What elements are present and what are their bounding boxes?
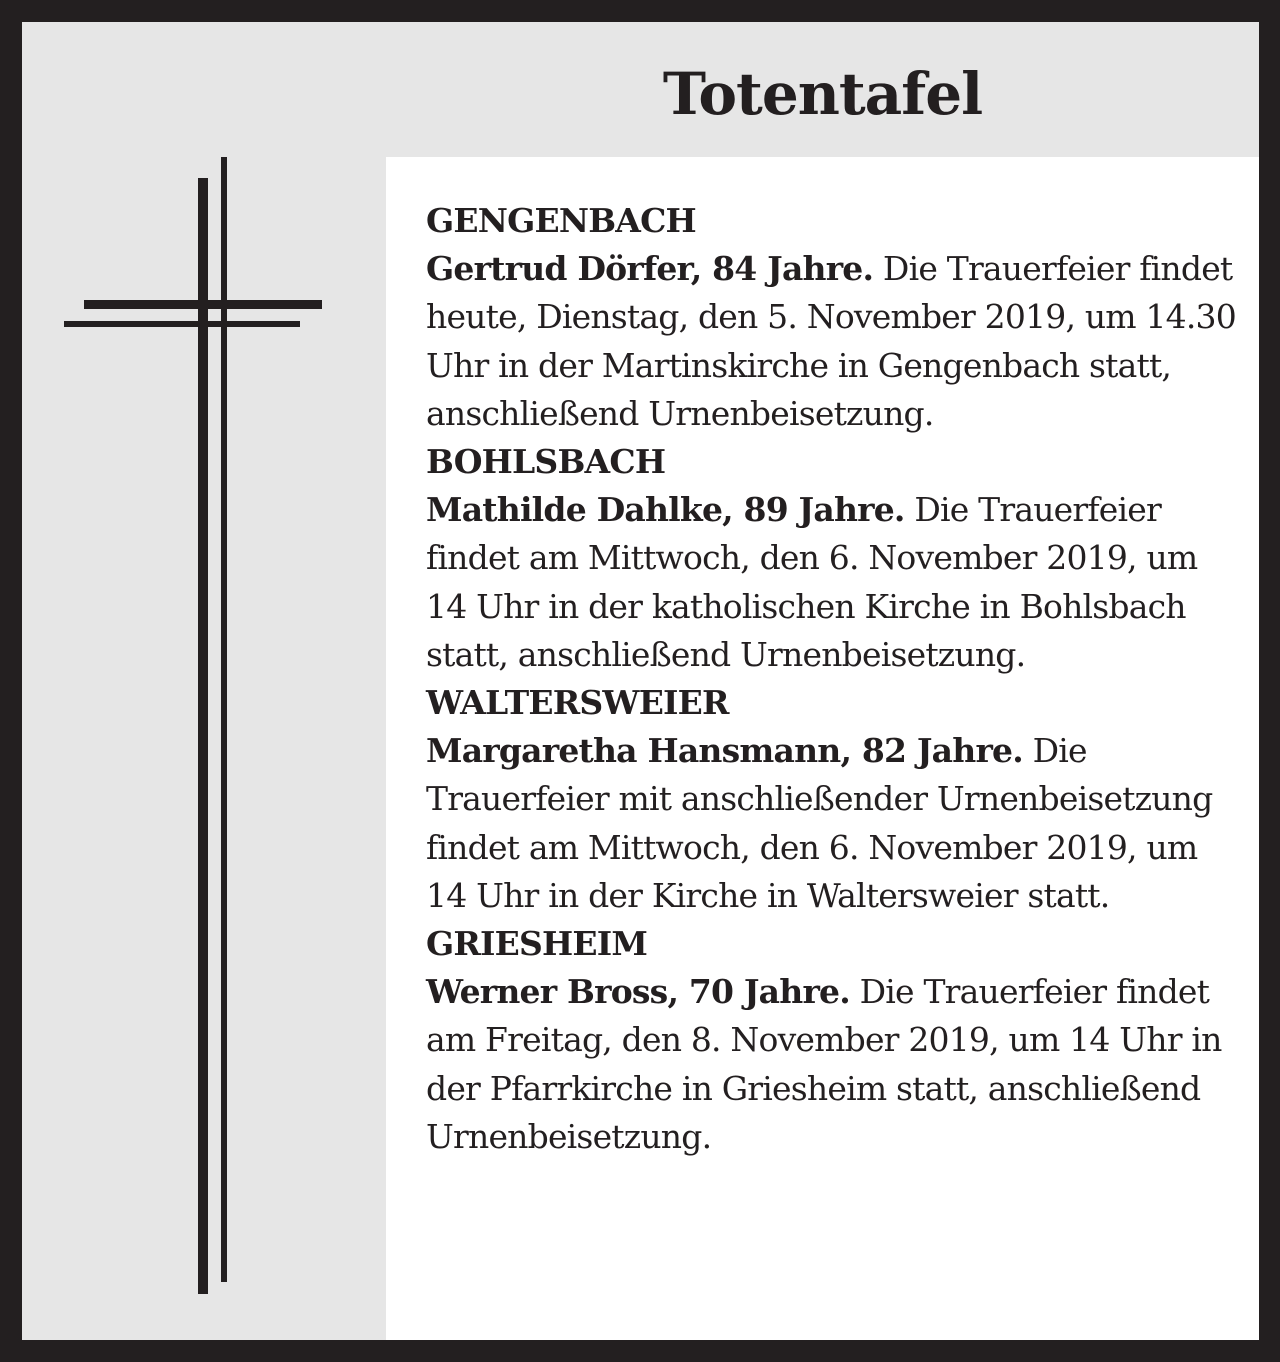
entry-body	[426, 245, 1236, 438]
entry-place: GRIESHEIM	[426, 924, 648, 964]
entry-place: GENGENBACH	[426, 201, 696, 240]
obituary-entry	[426, 438, 1236, 679]
obituary-entry	[426, 679, 1236, 920]
cross-vertical-bar-left	[198, 178, 208, 1294]
entry-place: BOHLSBACH	[426, 442, 666, 482]
entry-text: Die Trauerfeier findet heute, Dienstag, den 5. November 2019, um 14.30 Uhr in der Martinskirche in Gengenbach statt, anschließend Urnenbeisetzung.	[426, 249, 1236, 433]
obituary-panel	[22, 22, 1259, 1340]
entry-name: Mathilde Dahlke, 89 Jahre.	[426, 490, 905, 530]
entry-text: Die Trauerfeier mit anschließender Urnenbeisetzung findet am Mittwoch, den 6. November 2019, um 14 Uhr in der Kirche in Waltersweier statt.	[426, 731, 1213, 915]
entry-name: Margaretha Hansmann, 82 Jahre.	[426, 731, 1023, 771]
entry-place: WALTERSWEIER	[426, 683, 729, 723]
obituary-content	[386, 157, 1259, 1340]
obituary-entry	[426, 920, 1236, 1161]
cross-horizontal-bar-lower	[64, 321, 300, 327]
cross-icon	[22, 22, 386, 1340]
entry-text: Die Trauerfeier findet am Freitag, den 8. November 2019, um 14 Uhr in der Pfarrkirche in Griesheim statt, anschließend Urnenbeisetzung.	[426, 972, 1222, 1156]
page-title: Totentafel	[662, 60, 983, 128]
entry-name: Werner Bross, 70 Jahre.	[426, 972, 850, 1012]
cross-horizontal-bar-upper	[84, 300, 322, 309]
entry-body	[426, 968, 1236, 1161]
entry-body	[426, 486, 1236, 679]
entry-text: Die Trauerfeier findet am Mittwoch, den 6. November 2019, um 14 Uhr in der katholischen Kirche in Bohlsbach statt, anschließend Urnenbeisetzung.	[426, 490, 1198, 674]
obituary-list	[426, 197, 1236, 1161]
obituary-entry	[426, 197, 1236, 438]
entry-name: Gertrud Dörfer, 84 Jahre.	[426, 249, 874, 289]
entry-body	[426, 727, 1236, 920]
